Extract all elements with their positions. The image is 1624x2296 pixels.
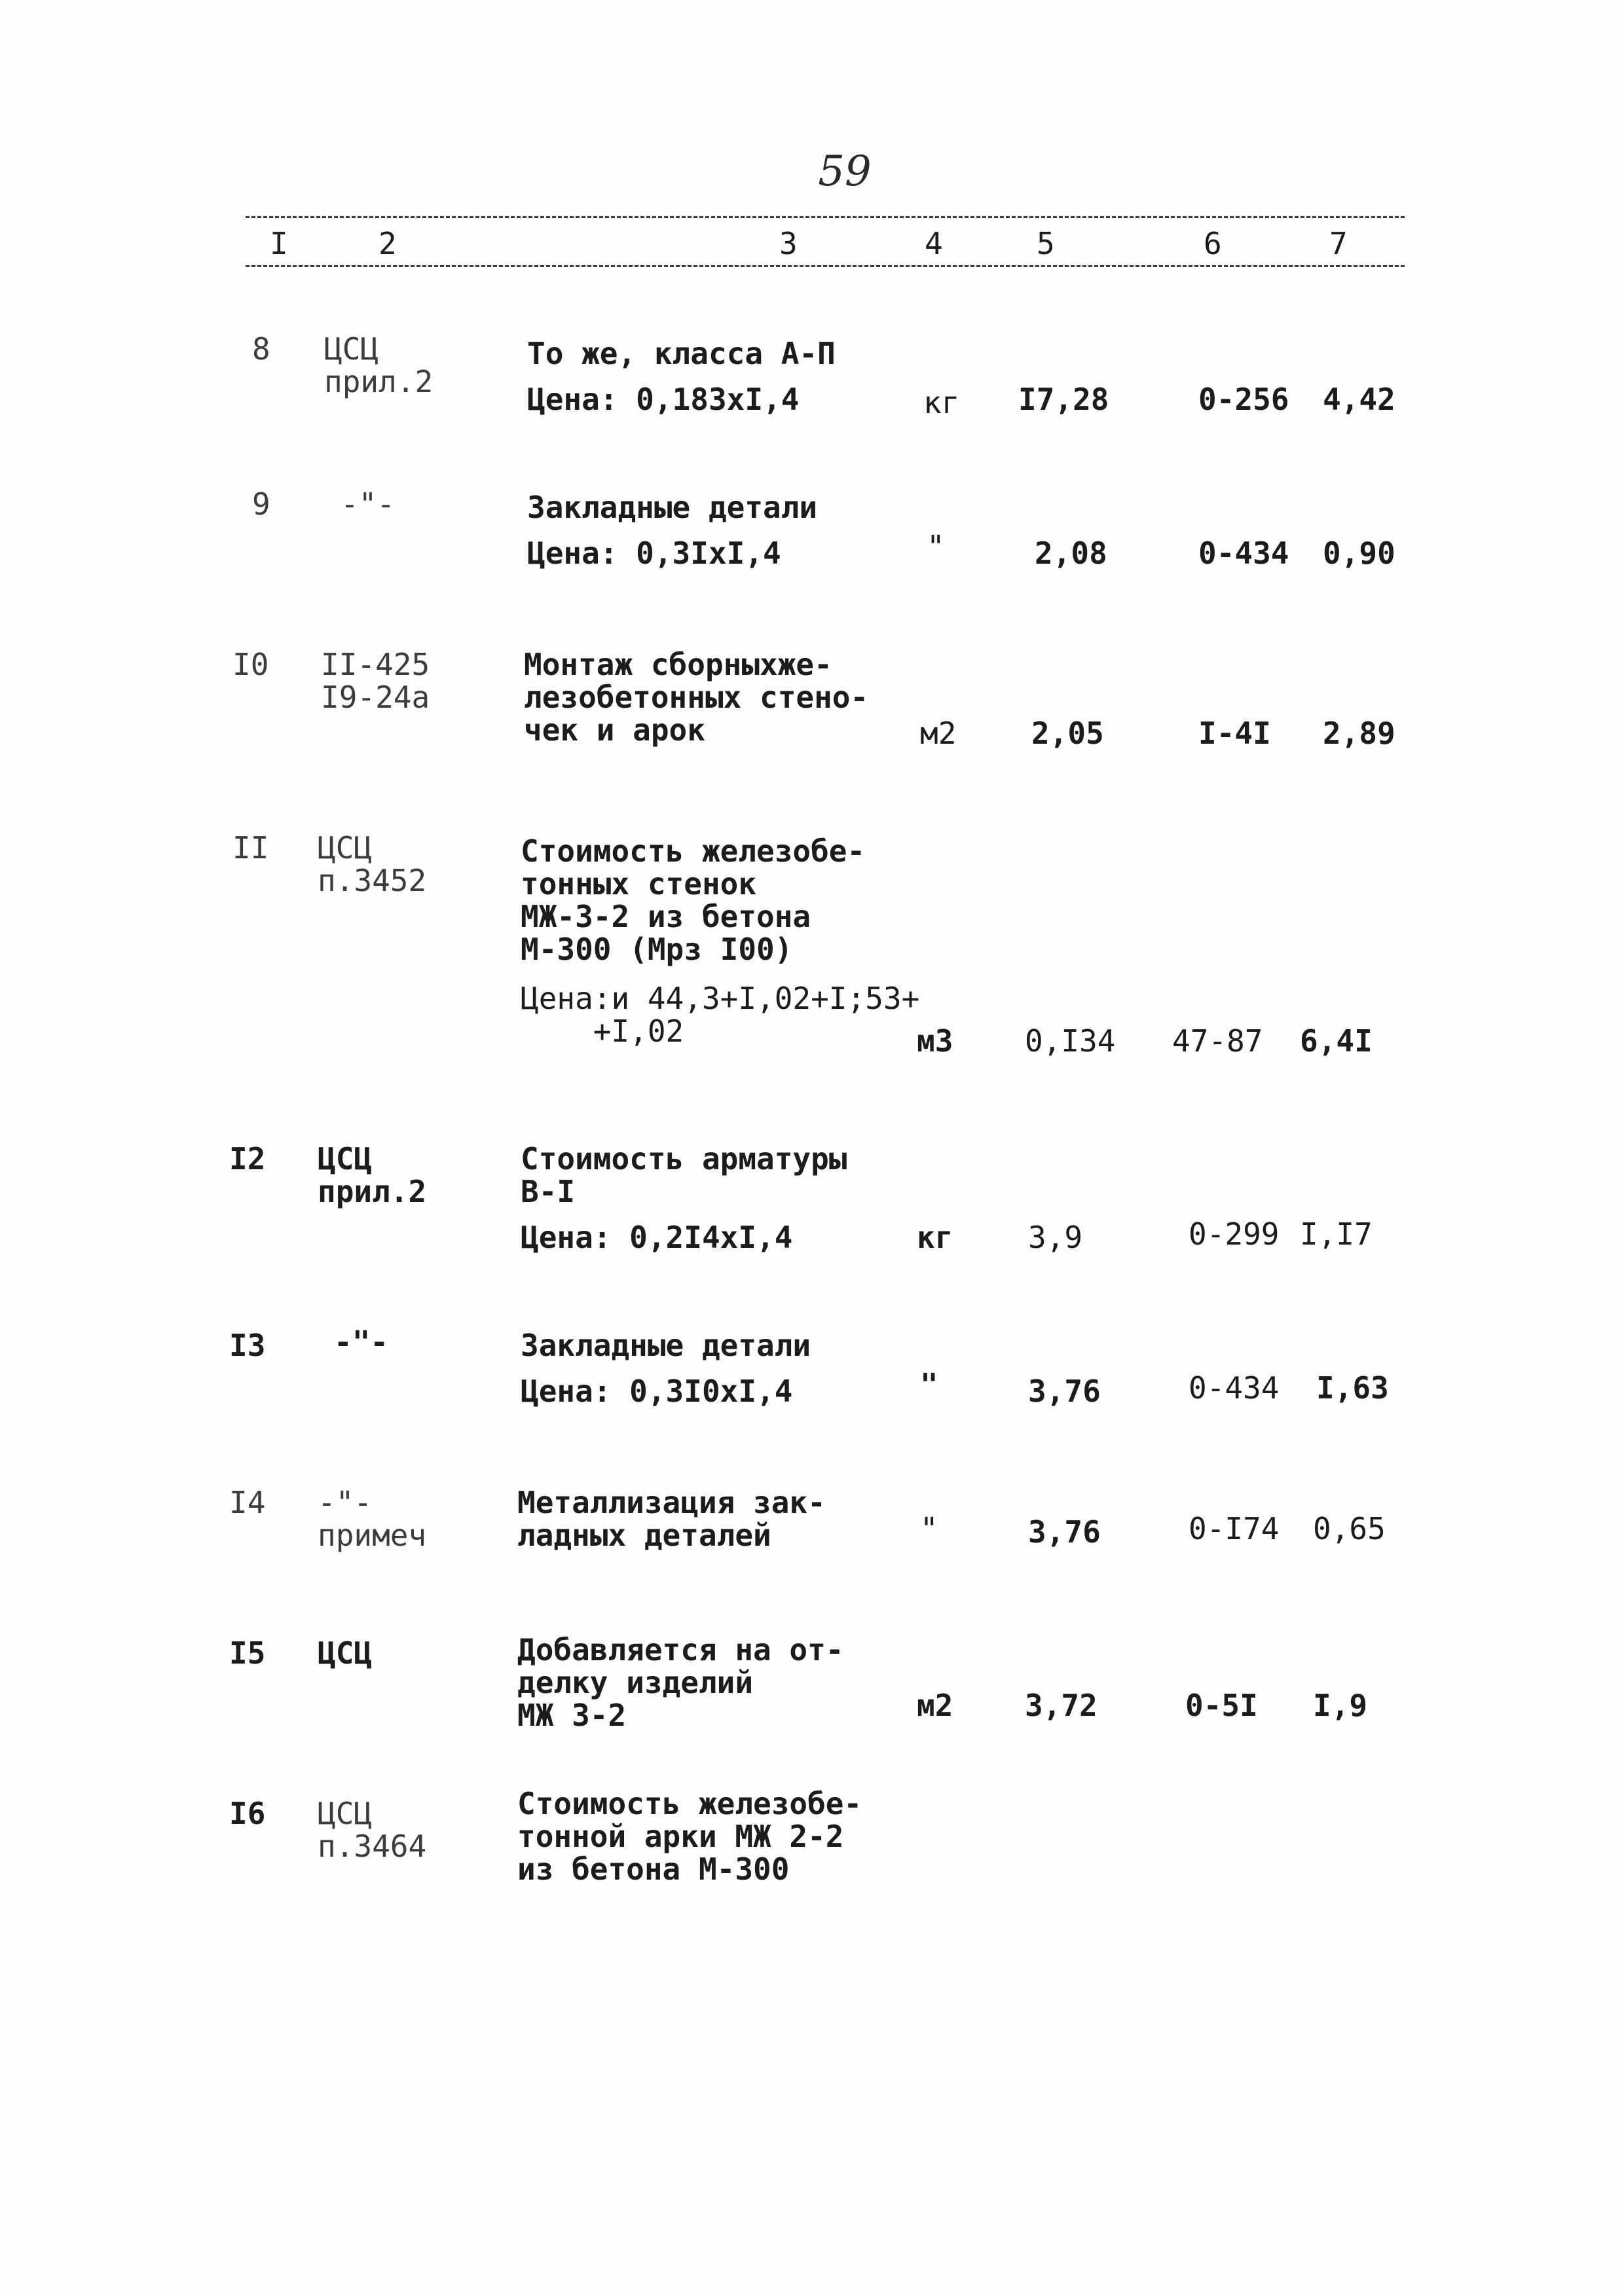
row-reference: ЦСЦ прил.2 — [318, 1141, 427, 1209]
row-rate: 0-256 — [1198, 382, 1289, 417]
row-rate: 47-87 — [1172, 1023, 1263, 1059]
row-unit: " — [920, 1367, 938, 1402]
row-number: I3 — [229, 1328, 266, 1363]
row-total: 2,89 — [1323, 716, 1395, 751]
column-header-7: 7 — [1329, 226, 1348, 261]
row-total: I,I7 — [1300, 1216, 1373, 1252]
row-number: I6 — [229, 1796, 266, 1831]
page-number: 59 — [818, 147, 872, 196]
row-unit: " — [920, 1511, 938, 1546]
row-number: I4 — [229, 1485, 266, 1520]
row-number: 9 — [252, 486, 270, 522]
row-reference: II-425 I9-24а — [321, 647, 430, 715]
row-unit: " — [927, 529, 945, 564]
row-total: 0,90 — [1323, 536, 1395, 571]
row-quantity: I7,28 — [1018, 382, 1109, 417]
column-header-2: 2 — [378, 226, 397, 261]
header-rule-top — [246, 216, 1405, 218]
row-rate: 0-434 — [1189, 1370, 1280, 1406]
row-total: 4,42 — [1323, 382, 1395, 417]
row-quantity: 0,I34 — [1025, 1023, 1116, 1059]
row-number: II — [232, 830, 269, 866]
row-description: Стоимость железобе- тонной арки МЖ 2-2 из бетона М-300 — [517, 1786, 862, 1887]
row-number: I0 — [232, 647, 269, 682]
header-rule-bottom — [246, 265, 1405, 267]
column-header-3: 3 — [779, 226, 798, 261]
column-header-6: 6 — [1204, 226, 1222, 261]
row-reference: -"- — [334, 1324, 389, 1360]
row-rate: 0-I74 — [1189, 1511, 1280, 1546]
row-total: I,9 — [1313, 1688, 1368, 1723]
row-unit: кг — [923, 385, 960, 420]
row-price-formula: Цена: 0,2I4хI,4 — [521, 1220, 793, 1255]
row-unit: кг — [917, 1220, 953, 1255]
row-description: Добавляется на от- делку изделий МЖ 3-2 — [517, 1632, 844, 1733]
row-description: Металлизация зак- ладных деталей — [517, 1485, 826, 1553]
row-description: Закладные детали — [521, 1328, 811, 1363]
column-header-5: 5 — [1037, 226, 1055, 261]
row-reference: -"- примеч — [318, 1485, 427, 1553]
row-unit: м3 — [917, 1023, 953, 1059]
row-rate: 0-299 — [1189, 1216, 1280, 1252]
row-total: 6,4I — [1300, 1023, 1373, 1059]
row-rate: 0-5I — [1185, 1688, 1258, 1723]
row-quantity: 3,76 — [1028, 1374, 1101, 1409]
row-reference: ЦСЦ п.3464 — [318, 1796, 427, 1864]
row-description: Закладные детали — [527, 490, 818, 525]
row-quantity: 3,76 — [1028, 1514, 1101, 1550]
row-price-formula: Цена: 0,3I0хI,4 — [521, 1374, 793, 1409]
row-number: I5 — [229, 1635, 266, 1671]
row-unit: м2 — [917, 1688, 953, 1723]
row-unit: м2 — [920, 716, 957, 751]
row-description: Монтаж сборныхже- лезобетонных стено- чек и арок — [524, 647, 869, 748]
row-description: Стоимость арматуры В-I — [521, 1141, 847, 1209]
row-number: 8 — [252, 331, 270, 367]
column-header-1: I — [270, 226, 288, 261]
row-price-formula: Цена: 0,183хI,4 — [527, 382, 800, 417]
row-rate: 0-434 — [1198, 536, 1289, 571]
row-quantity: 3,9 — [1028, 1220, 1083, 1255]
row-description: Стоимость железобе- тонных стенок МЖ-3-2 из бетона М-300 (Мрз I00) — [521, 833, 866, 967]
row-total: 0,65 — [1313, 1511, 1386, 1546]
row-reference: -"- — [341, 486, 396, 522]
row-quantity: 2,08 — [1035, 536, 1107, 571]
row-reference: ЦСЦ п.3452 — [318, 830, 427, 898]
row-quantity: 2,05 — [1031, 716, 1104, 751]
row-total: I,63 — [1316, 1370, 1389, 1406]
row-description: То же, класса А-П — [527, 336, 836, 371]
row-reference: ЦСЦ прил.2 — [324, 331, 434, 399]
row-quantity: 3,72 — [1025, 1688, 1098, 1723]
row-rate: I-4I — [1198, 716, 1271, 751]
row-number: I2 — [229, 1141, 266, 1176]
row-price-formula: Цена:и 44,3+I,02+I;53+ +I,02 — [521, 981, 920, 1049]
row-price-formula: Цена: 0,3IхI,4 — [527, 536, 781, 571]
column-header-4: 4 — [925, 226, 943, 261]
row-reference: ЦСЦ — [318, 1635, 373, 1671]
